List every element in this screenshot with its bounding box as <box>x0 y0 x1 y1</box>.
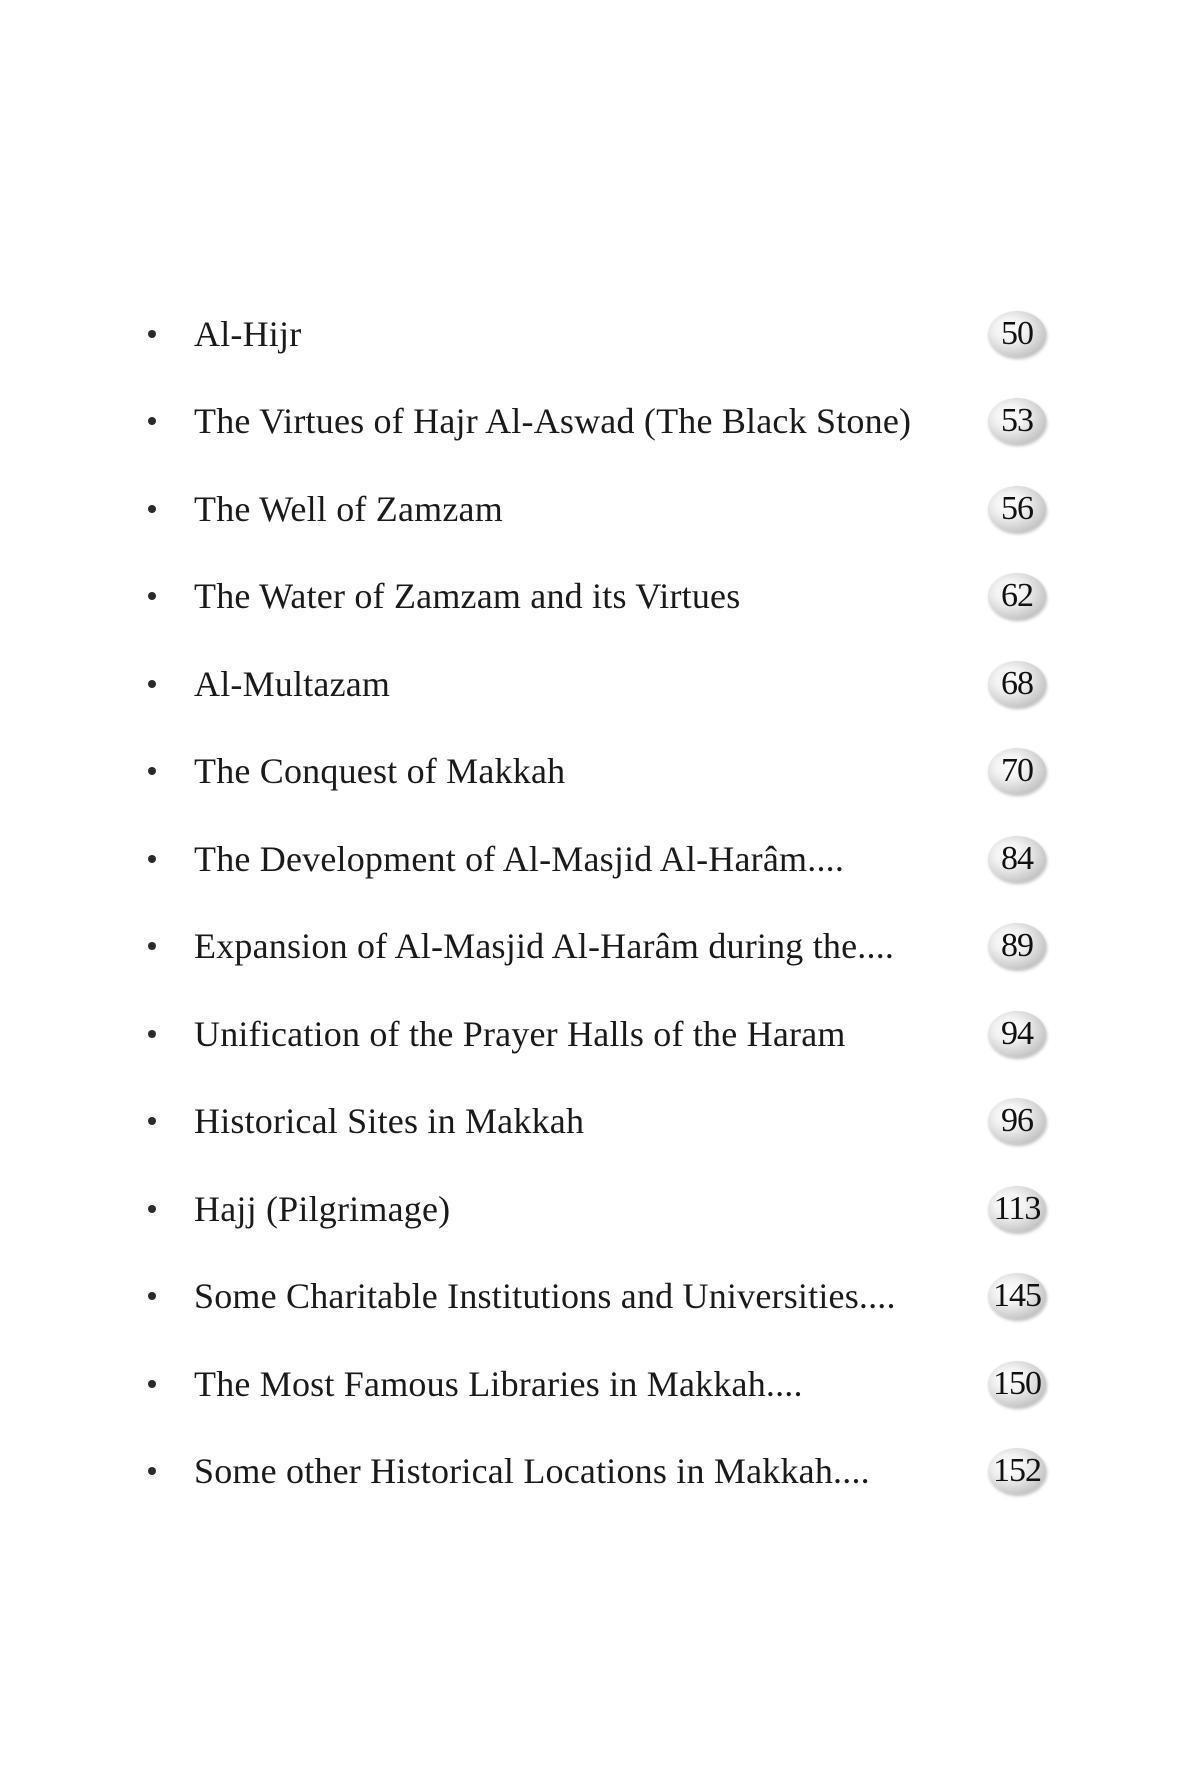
toc-entry-title: Al-Multazam <box>194 663 391 704</box>
toc-entry-title: The Virtues of Hajr Al-Aswad (The Black Stone) <box>194 401 912 442</box>
bullet-icon <box>148 330 156 338</box>
toc-entry[interactable] <box>140 465 1060 553</box>
toc-entry[interactable] <box>140 290 1060 378</box>
toc-entry[interactable] <box>140 1078 1060 1166</box>
page-number-badge <box>988 661 1046 707</box>
toc-entry-title: Al-Hijr <box>194 313 302 354</box>
page-number-badge <box>988 1186 1046 1232</box>
page-number: 94 <box>1001 1014 1033 1052</box>
page-number: 152 <box>993 1452 1041 1490</box>
toc-entry-title: The Most Famous Libraries in Makkah.... <box>194 1363 803 1404</box>
page-number-badge <box>988 398 1046 444</box>
toc-entry[interactable] <box>140 1428 1060 1516</box>
page-number-badge <box>988 1011 1046 1057</box>
page-number-badge <box>988 748 1046 794</box>
toc-entry[interactable] <box>140 553 1060 641</box>
toc-entry[interactable] <box>140 1165 1060 1253</box>
toc-entry-title: The Water of Zamzam and its Virtues <box>194 576 741 617</box>
toc-entry-title: The Development of Al-Masjid Al-Harâm.... <box>194 838 845 879</box>
page-number: 150 <box>993 1364 1041 1402</box>
page-number-badge <box>988 486 1046 532</box>
page-number: 70 <box>1001 752 1033 790</box>
toc-entry-title: Some other Historical Locations in Makkah.... <box>194 1451 870 1492</box>
page-number: 113 <box>993 1189 1041 1227</box>
bullet-icon <box>148 1380 156 1388</box>
toc-entry[interactable] <box>140 903 1060 991</box>
bullet-icon <box>148 592 156 600</box>
page-number: 89 <box>1001 927 1033 965</box>
bullet-icon <box>148 680 156 688</box>
page-number: 56 <box>1001 489 1033 527</box>
bullet-icon <box>148 1205 156 1213</box>
bullet-icon <box>148 1467 156 1475</box>
toc-entry-title: Unification of the Prayer Halls of the Haram <box>194 1013 846 1054</box>
bullet-icon <box>148 1292 156 1300</box>
toc-entry[interactable] <box>140 990 1060 1078</box>
page-number: 62 <box>1001 577 1033 615</box>
toc-entry-title: Some Charitable Institutions and Universities.... <box>194 1276 896 1317</box>
toc-entry[interactable] <box>140 815 1060 903</box>
page-number: 50 <box>1001 314 1033 352</box>
page-number-badge <box>988 1361 1046 1407</box>
bullet-icon <box>148 1030 156 1038</box>
bullet-icon <box>148 417 156 425</box>
toc-entry[interactable] <box>140 640 1060 728</box>
page-number: 53 <box>1001 402 1033 440</box>
toc-entry-title: Hajj (Pilgrimage) <box>194 1188 451 1229</box>
page-number-badge <box>988 923 1046 969</box>
bullet-icon <box>148 767 156 775</box>
page-number-badge <box>988 573 1046 619</box>
page-number: 84 <box>1001 839 1033 877</box>
toc-entry[interactable] <box>140 1340 1060 1428</box>
toc-entry-title: Expansion of Al-Masjid Al-Harâm during the.... <box>194 926 895 967</box>
bullet-icon <box>148 505 156 513</box>
bullet-icon <box>148 1117 156 1125</box>
toc-entry[interactable] <box>140 1253 1060 1341</box>
toc-entry[interactable] <box>140 728 1060 816</box>
page-number-badge <box>988 311 1046 357</box>
page-number: 68 <box>1001 664 1033 702</box>
table-of-contents <box>140 290 1060 1515</box>
page-number-badge <box>988 836 1046 882</box>
page-number-badge <box>988 1098 1046 1144</box>
page-number: 145 <box>993 1277 1041 1315</box>
bullet-icon <box>148 942 156 950</box>
toc-entry-title: The Conquest of Makkah <box>194 751 566 792</box>
bullet-icon <box>148 855 156 863</box>
toc-entry[interactable] <box>140 378 1060 466</box>
page-number-badge <box>988 1448 1046 1494</box>
toc-entry-title: Historical Sites in Makkah <box>194 1101 585 1142</box>
toc-entry-title: The Well of Zamzam <box>194 488 503 529</box>
page-number: 96 <box>1001 1102 1033 1140</box>
page-number-badge <box>988 1273 1046 1319</box>
